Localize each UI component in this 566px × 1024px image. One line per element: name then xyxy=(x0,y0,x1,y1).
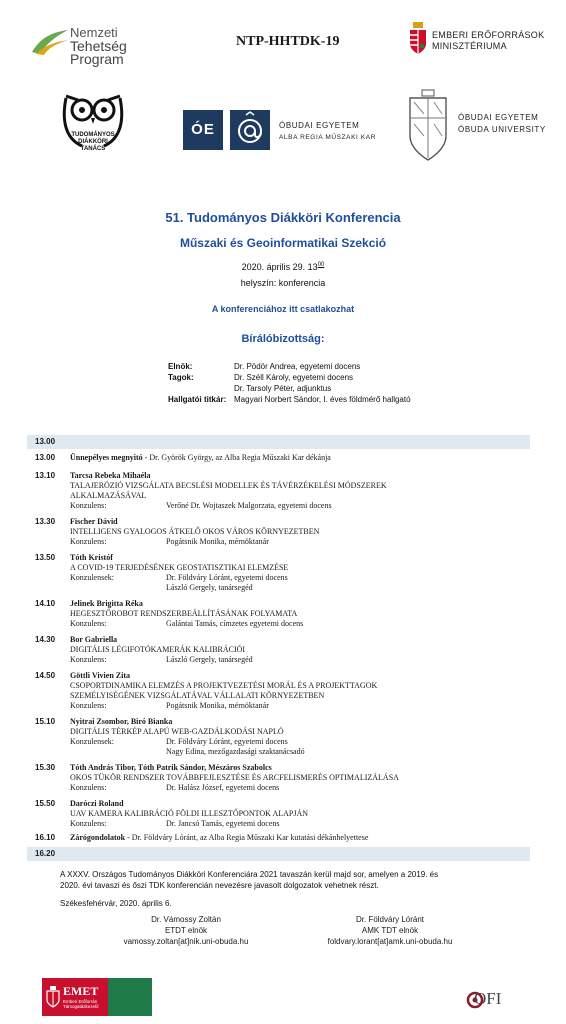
consultant-label: Konzulens: xyxy=(70,501,107,510)
slot-time: 15.10 xyxy=(35,717,56,726)
ntp-logo xyxy=(30,22,180,67)
committee-heading: Bírálóbizottság: xyxy=(241,333,325,345)
talk-authors: Göttli Vivien Zita xyxy=(70,671,130,680)
consultant-name: Verőné Dr. Wojtaszek Malgorzata, egyetemi docens xyxy=(166,501,332,510)
slot-time: 16.10 xyxy=(35,833,56,842)
obuda-university-logo xyxy=(406,88,556,164)
tdt-line2: DIÁKKÖRI xyxy=(78,139,108,145)
consultant-name: Pogátsnik Monika, mérnöktanár xyxy=(166,537,269,546)
slot-time: 15.30 xyxy=(35,763,56,772)
talk-authors: Bor Gabriella xyxy=(70,635,118,644)
talk-authors: Nyitrai Zsombor, Biró Bianka xyxy=(70,717,173,726)
talk-title: DIGITÁLIS TÉRKÉP ALAPÚ WEB-GAZDÁLKODÁSI NAPLÓ xyxy=(70,727,284,736)
start-time: 13.00 xyxy=(35,437,56,446)
talk-title: HEGESZTŐROBOT RENDSZERBEÁLLÍTÁSÁNAK FOLYAMATA xyxy=(70,609,298,618)
signature-2 xyxy=(290,914,490,947)
signer-name: Dr. Földváry Lóránt xyxy=(355,915,425,924)
oe-mark-text: ÓE xyxy=(191,121,215,138)
closing-title: Zárógondolatok xyxy=(70,833,126,842)
signer-role: ETDT elnök xyxy=(164,926,208,935)
consultant-name: László Gergely, tanársegéd xyxy=(166,655,253,664)
emet-name: EMET xyxy=(63,984,99,998)
ntp-line2: Tehetség Program xyxy=(70,38,127,67)
talk-title: CSOPORTDINAMIKA ELEMZÉS A PROJEKTVEZETÉSI MORÁL ÉS A PROJEKTTAGOK xyxy=(70,681,378,690)
slot-time: 13.30 xyxy=(35,517,56,526)
emmi-line1: EMBERI ERŐFORRÁSOK xyxy=(432,30,545,40)
join-link[interactable]: A konferenciához itt csatlakozhat xyxy=(211,304,355,314)
hungarian-coat-of-arms-icon xyxy=(408,22,428,56)
event-date-text: 2020. április 29. 13 xyxy=(241,262,318,272)
emmi-logo xyxy=(408,20,558,60)
signer-name: Dr. Vámossy Zoltán xyxy=(151,915,221,924)
obuda-amk-logo xyxy=(183,110,383,150)
consultant-name: Nagy Edina, mezőgazdasági szaktanácsadó xyxy=(166,747,305,756)
signature-1 xyxy=(86,914,286,947)
event-date-sup: 00 xyxy=(317,262,325,268)
tdt-logo xyxy=(58,88,128,168)
talk-title: OKOS TÜKÖR RENDSZER TOVÁBBFEJLESZTÉSE ÉS ARCFELISMERÉS OPTIMALIZÁLÁSA xyxy=(70,773,399,782)
consultant-label: Konzulens: xyxy=(70,537,107,546)
emet-coat-of-arms-icon xyxy=(46,986,60,1008)
at-mark-icon xyxy=(230,110,270,150)
talk-title: DIGITÁLIS LÉGIFOTÓKAMERÁK KALIBRÁCIÓI xyxy=(70,645,246,654)
university-crest-icon xyxy=(406,88,450,164)
talk-title: UAV KAMERA KALIBRÁCIÓ FÖLDI ILLESZTŐPONTOK ALAPJÁN xyxy=(70,809,309,818)
schedule-end-band xyxy=(27,847,530,861)
committee-name: Dr. Pödör Andrea, egyetemi docens xyxy=(234,362,361,371)
consultant-name: Galántai Tamás, címzetes egyetemi docens xyxy=(166,619,304,628)
ofi-name-text: OFI xyxy=(474,989,502,1008)
talk-authors: Tóth András Tibor, Tóth Patrik Sándor, Mészáros Szabolcs xyxy=(70,763,272,772)
talk-authors: Jelinek Brigitta Réka xyxy=(70,599,143,608)
opening-speaker: - Dr. Györök György, az Alba Regia Műszaki Kar dékánja xyxy=(142,453,331,462)
closing-speaker: - Dr. Földváry Lóránt, az Alba Regia Műszaki Kar kutatási dékánhelyettese xyxy=(125,833,369,842)
opening-title: Ünnepélyes megnyitó xyxy=(70,453,143,462)
talk-authors: Daróczi Roland xyxy=(70,799,124,808)
committee-role: Elnök: xyxy=(168,362,193,371)
ntp-line1: Nemzeti xyxy=(70,25,118,40)
signer-role: AMK TDT elnök xyxy=(361,926,419,935)
consultant-name: Dr. Jancsó Tamás, egyetemi docens xyxy=(166,819,280,828)
emet-logo xyxy=(42,978,152,1016)
consultant-name: Dr. Halász József, egyetemi docens xyxy=(166,783,280,792)
ntp-swoosh-icon xyxy=(30,26,70,56)
committee-name: Magyari Norbert Sándor, I. éves földmérő hallgató xyxy=(234,395,411,404)
slot-time: 14.50 xyxy=(35,671,56,680)
talk-title: ALKALMAZÁSÁVAL xyxy=(70,491,147,500)
talk-authors: Fischer Dávid xyxy=(70,517,118,526)
project-code: NTP-HHTDK-19 xyxy=(236,34,340,49)
talk-authors: Tóth Kristóf xyxy=(70,553,113,562)
emet-sub1: Emberi Erőforrás xyxy=(63,999,98,1004)
ou-name: ÓBUDAI EGYETEM xyxy=(279,121,360,130)
slot-time: 15.50 xyxy=(35,799,56,808)
end-time: 16.20 xyxy=(35,849,56,858)
ofi-logo xyxy=(466,988,526,1012)
consultant-name: Pogátsnik Monika, mérnöktanár xyxy=(166,701,269,710)
note-line2: 2020. évi tavaszi és őszi TDK konferencián nevezésre javasolt dolgozatok vehetnek részt. xyxy=(60,881,379,890)
emet-sub2: Támogatáskezelő xyxy=(63,1004,99,1009)
talk-authors: Tarcsa Rebeka Mihaéla xyxy=(70,471,151,480)
talk-title: TALAJERÓZIÓ VIZSGÁLATA BECSLÉSI MODELLEK ÉS TÁVÉRZÉKELÉSI MÓDSZEREK xyxy=(70,481,387,490)
talk-title: SZEMÉLYISÉGÉNEK VIZSGÁLATÁVAL VÁLLALATI KÖRNYEZETBEN xyxy=(70,691,325,700)
consultant-name: Dr. Földváry Lóránt, egyetemi docens xyxy=(166,573,288,582)
talk-title: A COVID-19 TERJEDÉSÉNEK GEOSTATISZTIKAI ELEMZÉSE xyxy=(70,563,289,572)
tdt-line3: TANÁCS xyxy=(80,146,106,152)
consultant-label: Konzulensek: xyxy=(70,737,114,746)
emmi-line2: MINISZTÉRIUMA xyxy=(432,41,507,51)
consultant-label: Konzulens: xyxy=(70,819,107,828)
ofi-name xyxy=(474,989,502,1009)
consultant-label: Konzulensek: xyxy=(70,573,114,582)
emet-red-block xyxy=(42,978,108,1016)
committee-role: Tagok: xyxy=(168,373,194,382)
committee-role: Hallgatói titkár: xyxy=(168,395,227,404)
slot-time: 14.10 xyxy=(35,599,56,608)
schedule-start-band xyxy=(27,435,530,449)
talk-title: INTELLIGENS GYALOGOS ÁTKELŐ OKOS VÁROS KÖRNYEZETBEN xyxy=(70,527,320,536)
slot-time: 14.30 xyxy=(35,635,56,644)
event-date xyxy=(0,262,566,272)
schedule xyxy=(35,453,535,843)
ou2-line1: ÓBUDAI EGYETEM xyxy=(458,113,539,122)
consultant-label: Konzulens: xyxy=(70,619,107,628)
slot-time: 13.00 xyxy=(35,453,56,462)
committee-name: Dr. Széll Károly, egyetemi docens xyxy=(234,373,354,382)
venue: helyszín: konferencia xyxy=(240,278,326,288)
note-line1: A XXXV. Országos Tudományos Diákköri Konferenciára 2021 tavaszán kerül majd sor, amelyen a 2019. és xyxy=(60,870,439,879)
ou2-line2: ÓBUDA UNIVERSITY xyxy=(458,125,546,134)
consultant-name: László Gergely, tanársegéd xyxy=(166,583,253,592)
committee-list xyxy=(168,361,468,411)
signer-email: foldvary.lorant[at]amk.uni-obuda.hu xyxy=(327,937,453,946)
slot-time: 13.10 xyxy=(35,471,56,480)
conference-title: 51. Tudományos Diákköri Konferencia xyxy=(165,210,401,225)
slot-time: 13.50 xyxy=(35,553,56,562)
oe-mark xyxy=(183,110,223,150)
emet-green-block xyxy=(108,978,152,1016)
consultant-label: Konzulens: xyxy=(70,783,107,792)
consultant-label: Konzulens: xyxy=(70,701,107,710)
consultant-label: Konzulens: xyxy=(70,655,107,664)
tdt-line1: TUDOMÁNYOS xyxy=(71,132,115,138)
consultant-name: Dr. Földváry Lóránt, egyetemi docens xyxy=(166,737,288,746)
section-title: Műszaki és Geoinformatikai Szekció xyxy=(179,236,387,250)
ou-faculty: ALBA REGIA MŰSZAKI KAR xyxy=(279,134,377,141)
signer-email: vamossy.zoltan[at]nik.uni-obuda.hu xyxy=(123,937,249,946)
place-date: Székesfehérvár, 2020. április 6. xyxy=(60,899,172,908)
committee-name: Dr. Tarsoly Péter, adjunktus xyxy=(234,384,332,393)
